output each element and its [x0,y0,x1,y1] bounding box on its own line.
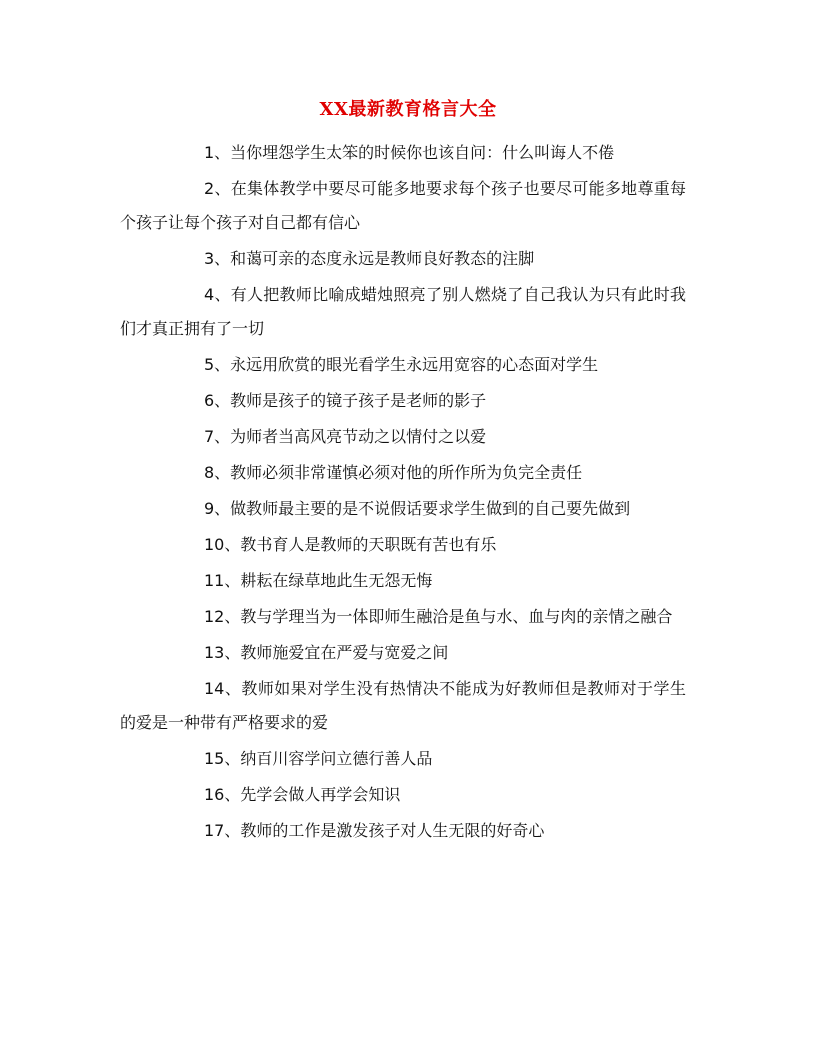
quote-paragraph: 12、教与学理当为一体即师生融洽是鱼与水、血与肉的亲情之融合 [204,607,673,626]
quote-paragraph: 8、教师必须非常谨慎必须对他的所作所为负完全责任 [204,463,583,482]
quote-paragraph: 13、教师施爱宜在严爱与宽爱之间 [204,643,449,662]
quote-paragraph: 3、和蔼可亲的态度永远是教师良好教态的注脚 [204,249,535,268]
document-body [120,136,686,850]
quote-paragraph: 16、先学会做人再学会知识 [204,785,401,804]
quote-paragraph: 14、教师如果对学生没有热情决不能成为好教师但是教师对于学生的爱是一种带有严格要求的爱 [120,679,686,732]
quote-paragraph: 6、教师是孩子的镜子孩子是老师的影子 [204,391,487,410]
quote-paragraph: 10、教书育人是教师的天职既有苦也有乐 [204,535,497,554]
quote-paragraph: 7、为师者当高风亮节动之以情付之以爱 [204,427,487,446]
quote-paragraph: 4、有人把教师比喻成蜡烛照亮了别人燃烧了自己我认为只有此时我们才真正拥有了一切 [120,285,686,338]
quote-paragraph: 15、纳百川容学问立德行善人品 [204,749,433,768]
quote-paragraph: 2、在集体教学中要尽可能多地要求每个孩子也要尽可能多地尊重每个孩子让每个孩子对自己都有信心 [120,179,686,232]
quote-paragraph: 9、做教师最主要的是不说假话要求学生做到的自己要先做到 [204,499,631,518]
quote-paragraph: 1、当你埋怨学生太笨的时候你也该自问：什么叫诲人不倦 [204,143,615,162]
quote-paragraph: 17、教师的工作是激发孩子对人生无限的好奇心 [204,821,545,840]
document-title: XX最新教育格言大全 [319,99,497,120]
quote-paragraph: 11、耕耘在绿草地此生无怨无悔 [204,571,433,590]
quote-paragraph: 5、永远用欣赏的眼光看学生永远用宽容的心态面对学生 [204,355,599,374]
